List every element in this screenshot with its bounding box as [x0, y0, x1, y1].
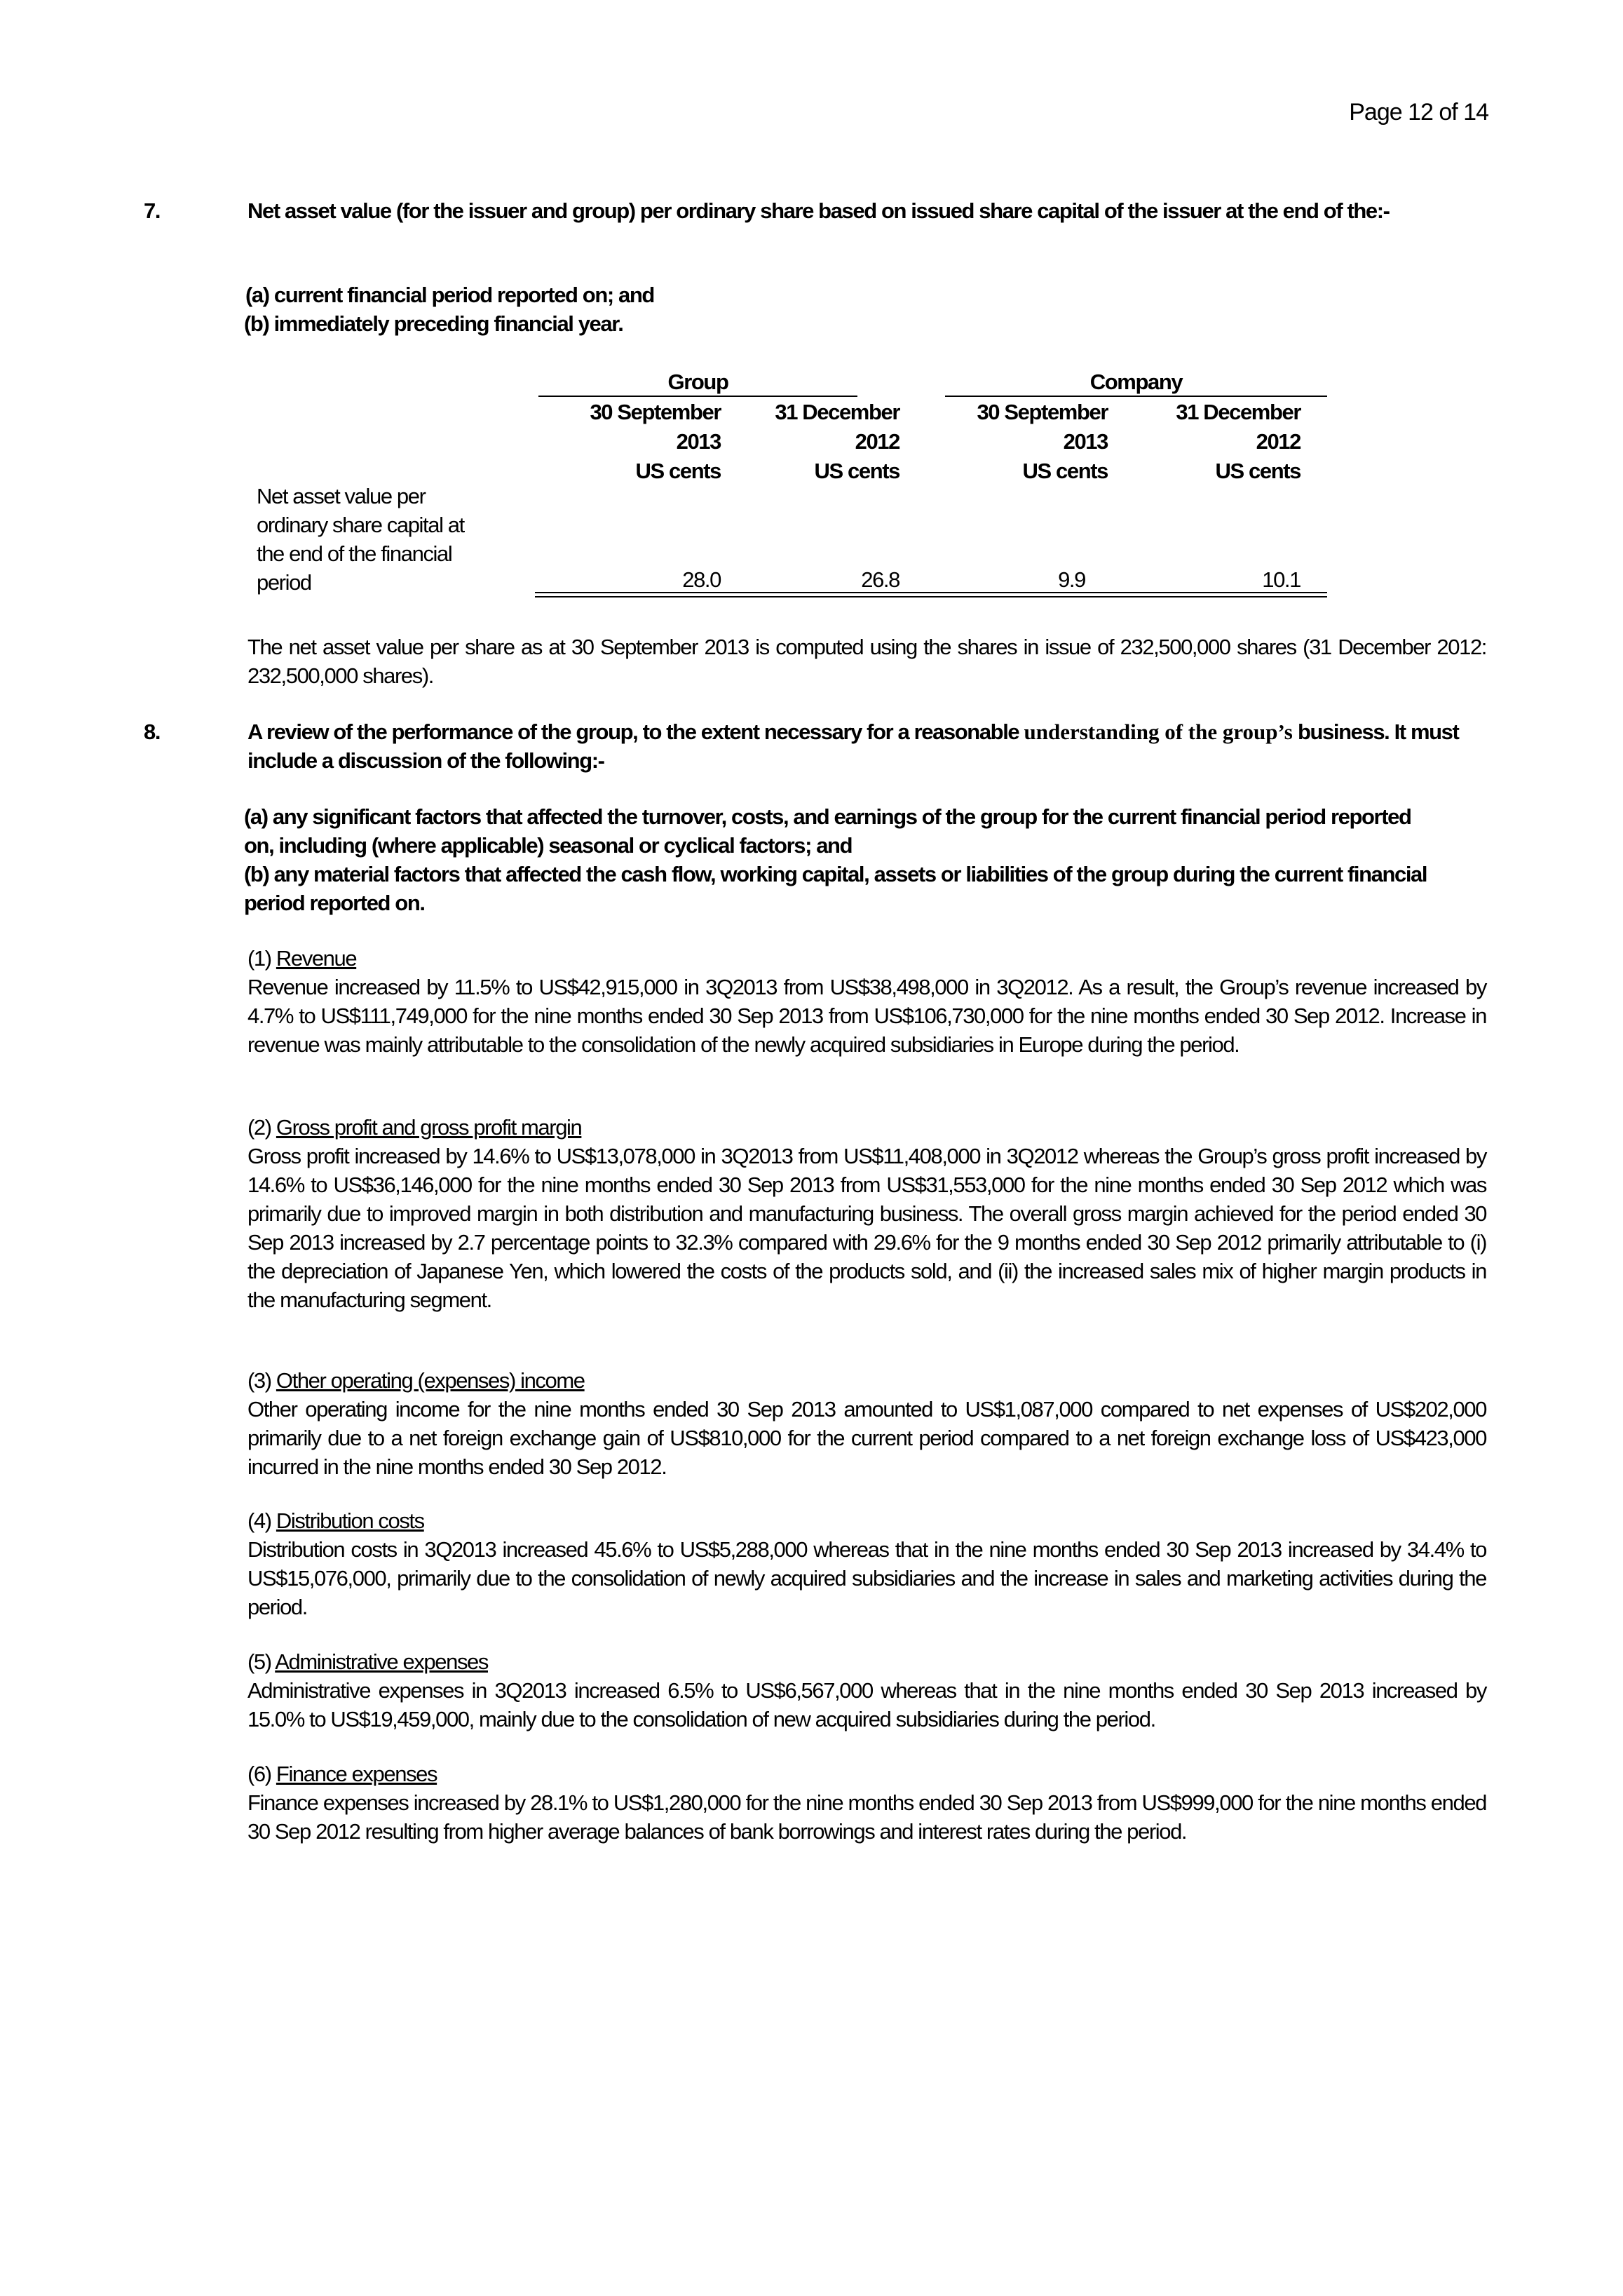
- value-group-2013: 28.0: [682, 567, 721, 592]
- page-number: Page 12 of 14: [1349, 99, 1488, 126]
- column-header-line: 31 December: [775, 400, 899, 424]
- subsection-title: Other operating (expenses) income: [276, 1368, 585, 1393]
- row-label-line: ordinary share capital at: [257, 513, 464, 537]
- value-company-2012: 10.1: [1262, 567, 1301, 592]
- subsection-text: Distribution costs in 3Q2013 increased 45.6% to US$5,288,000 whereas that in the nine months ended 30 Sep 2013 increased by 34.4% to US$15,076,000, primarily due to the consolidation of newly acquired subsidiaries and the increase in sales and marketing activities during the period.: [247, 1537, 1486, 1619]
- subsection-prefix: (1): [247, 946, 276, 971]
- section-8-heading-text: A review of the performance of the group, to the extent necessary for a reasonable: [247, 720, 1019, 744]
- row-label-line: the end of the financial: [257, 541, 452, 566]
- column-header-line: 30 September: [590, 400, 721, 424]
- column-header-line: US cents: [1215, 459, 1301, 483]
- section-8-item-a: (a) any significant factors that affected the turnover, costs, and earnings of the group for the current financial period reported on, including (where applicable) seasonal or cyclical factors; and: [244, 804, 1411, 858]
- group-header-rule: [538, 396, 857, 397]
- nav-table: [247, 367, 1327, 599]
- subsection-text: Revenue increased by 11.5% to US$42,915,000 in 3Q2013 from US$38,498,000 in 3Q2012. As a result, the Group’s revenue increased by 4.7% to US$111,749,000 for the nine months ended 30 Sep 2013 from US$106,730,000 for the nine months ended 30 Sep 2012. Increase in revenue was mainly attributable to the consolidation of the newly acquired subsidiaries in Europe during the period.: [247, 975, 1486, 1057]
- column-header-line: 2013: [676, 429, 721, 454]
- subsection-prefix: (4): [247, 1508, 276, 1533]
- column-header-line: 31 December: [1176, 400, 1301, 424]
- subsection-finance-expenses: [247, 1760, 1486, 1846]
- column-header-company-2013: [921, 398, 1108, 486]
- column-header-line: US cents: [814, 459, 899, 483]
- section-7-heading: Net asset value (for the issuer and group) per ordinary share based on issued share capital of the issuer at the end of the:-: [247, 198, 1390, 223]
- company-header: Company: [1089, 370, 1183, 394]
- subsection-text: Finance expenses increased by 28.1% to US$1,280,000 for the nine months ended 30 Sep 2013 from US$999,000 for the nine months ended 30 Sep 2012 resulting from higher average balances of bank borrowings and interest rates during the period.: [247, 1790, 1486, 1844]
- subsection-revenue: [247, 944, 1486, 1059]
- subsection-other-operating: [247, 1366, 1486, 1481]
- section-8-number: 8.: [144, 720, 161, 744]
- nav-note-text: The net asset value per share as at 30 September 2013 is computed using the shares in issue of 232,500,000 shares (31 December 2012: 232,500,000 shares).: [247, 635, 1486, 688]
- section-7-item-a: (a) current financial period reported on; and: [245, 283, 654, 307]
- subsection-prefix: (2): [247, 1115, 276, 1140]
- subsection-prefix: (3): [247, 1368, 276, 1393]
- subsection-title: Gross profit and gross profit margin: [276, 1115, 582, 1140]
- column-header-line: 2012: [855, 429, 899, 454]
- company-total-double-rule: [938, 592, 1327, 597]
- subsection-prefix: (6): [247, 1762, 276, 1786]
- row-label-line: Net asset value per: [257, 484, 426, 508]
- subsection-distribution-costs: [247, 1506, 1486, 1621]
- value-company-2013: 9.9: [1058, 567, 1085, 592]
- column-header-line: US cents: [635, 459, 721, 483]
- row-label: [257, 482, 509, 597]
- subsection-prefix: (5): [247, 1649, 276, 1674]
- subsection-administrative-expenses: [247, 1647, 1486, 1734]
- company-header-rule: [945, 396, 1327, 397]
- column-header-line: 2013: [1063, 429, 1108, 454]
- subsection-title: Administrative expenses: [275, 1649, 488, 1674]
- subsection-title: Distribution costs: [276, 1508, 424, 1533]
- column-header-company-2012: [1117, 398, 1301, 486]
- section-7-item-b: (b) immediately preceding financial year.: [244, 311, 623, 336]
- section-8-heading: [247, 717, 1486, 775]
- section-7-number: 7.: [144, 198, 161, 223]
- subsection-text: Gross profit increased by 14.6% to US$13,078,000 in 3Q2013 from US$11,408,000 in 3Q2012 whereas the Group’s gross profit increased by 14.6% to US$36,146,000 for the nine months ended 30 Sep 2013 from US$31,553,000 for the nine months ended 30 Sep 2012 which was primarily due to improved margin in both distribution and manufacturing business. The overall gross margin achieved for the period ended 30 Sep 2013 increased by 2.7 percentage points to 32.3% compared with 29.6% for the 9 months ended 30 Sep 2012 primarily attributable to (i) the depreciation of Japanese Yen, which lowered the costs of the products sold, and (ii) the increased sales mix of higher margin products in the manufacturing segment.: [247, 1144, 1486, 1312]
- column-header-line: US cents: [1022, 459, 1108, 483]
- column-header-group-2012: [724, 398, 899, 486]
- column-header-line: 30 September: [977, 400, 1108, 424]
- column-header-group-2013: [528, 398, 721, 486]
- subsection-title: Revenue: [276, 946, 357, 971]
- subsection-gross-profit: [247, 1113, 1486, 1314]
- subsection-title: Finance expenses: [276, 1762, 437, 1786]
- subsection-text: Other operating income for the nine months ended 30 Sep 2013 amounted to US$1,087,000 compared to net expenses of US$202,000 primarily due to a net foreign exchange gain of US$810,000 for the current period compared to a net foreign exchange loss of US$423,000 incurred in the nine months ended 30 Sep 2012.: [247, 1397, 1486, 1479]
- subsection-text: Administrative expenses in 3Q2013 increased 6.5% to US$6,567,000 whereas that in the nine months ended 30 Sep 2013 increased by 15.0% to US$19,459,000, mainly due to the consolidation of new acquired subsidiaries during the period.: [247, 1678, 1486, 1731]
- value-group-2012: 26.8: [861, 567, 899, 592]
- section-8-heading-serif-text: understanding of the group’s: [1024, 720, 1293, 744]
- section-7-note: [247, 633, 1486, 690]
- row-label-line: period: [257, 570, 311, 595]
- section-8-item-b: (b) any material factors that affected the cash flow, working capital, assets or liabilities of the group during the current financial period reported on.: [244, 862, 1427, 915]
- group-header: Group: [667, 370, 728, 394]
- column-header-line: 2012: [1256, 429, 1301, 454]
- section-8-heading-continued: business. It must include a discussion of the following:-: [247, 720, 1459, 773]
